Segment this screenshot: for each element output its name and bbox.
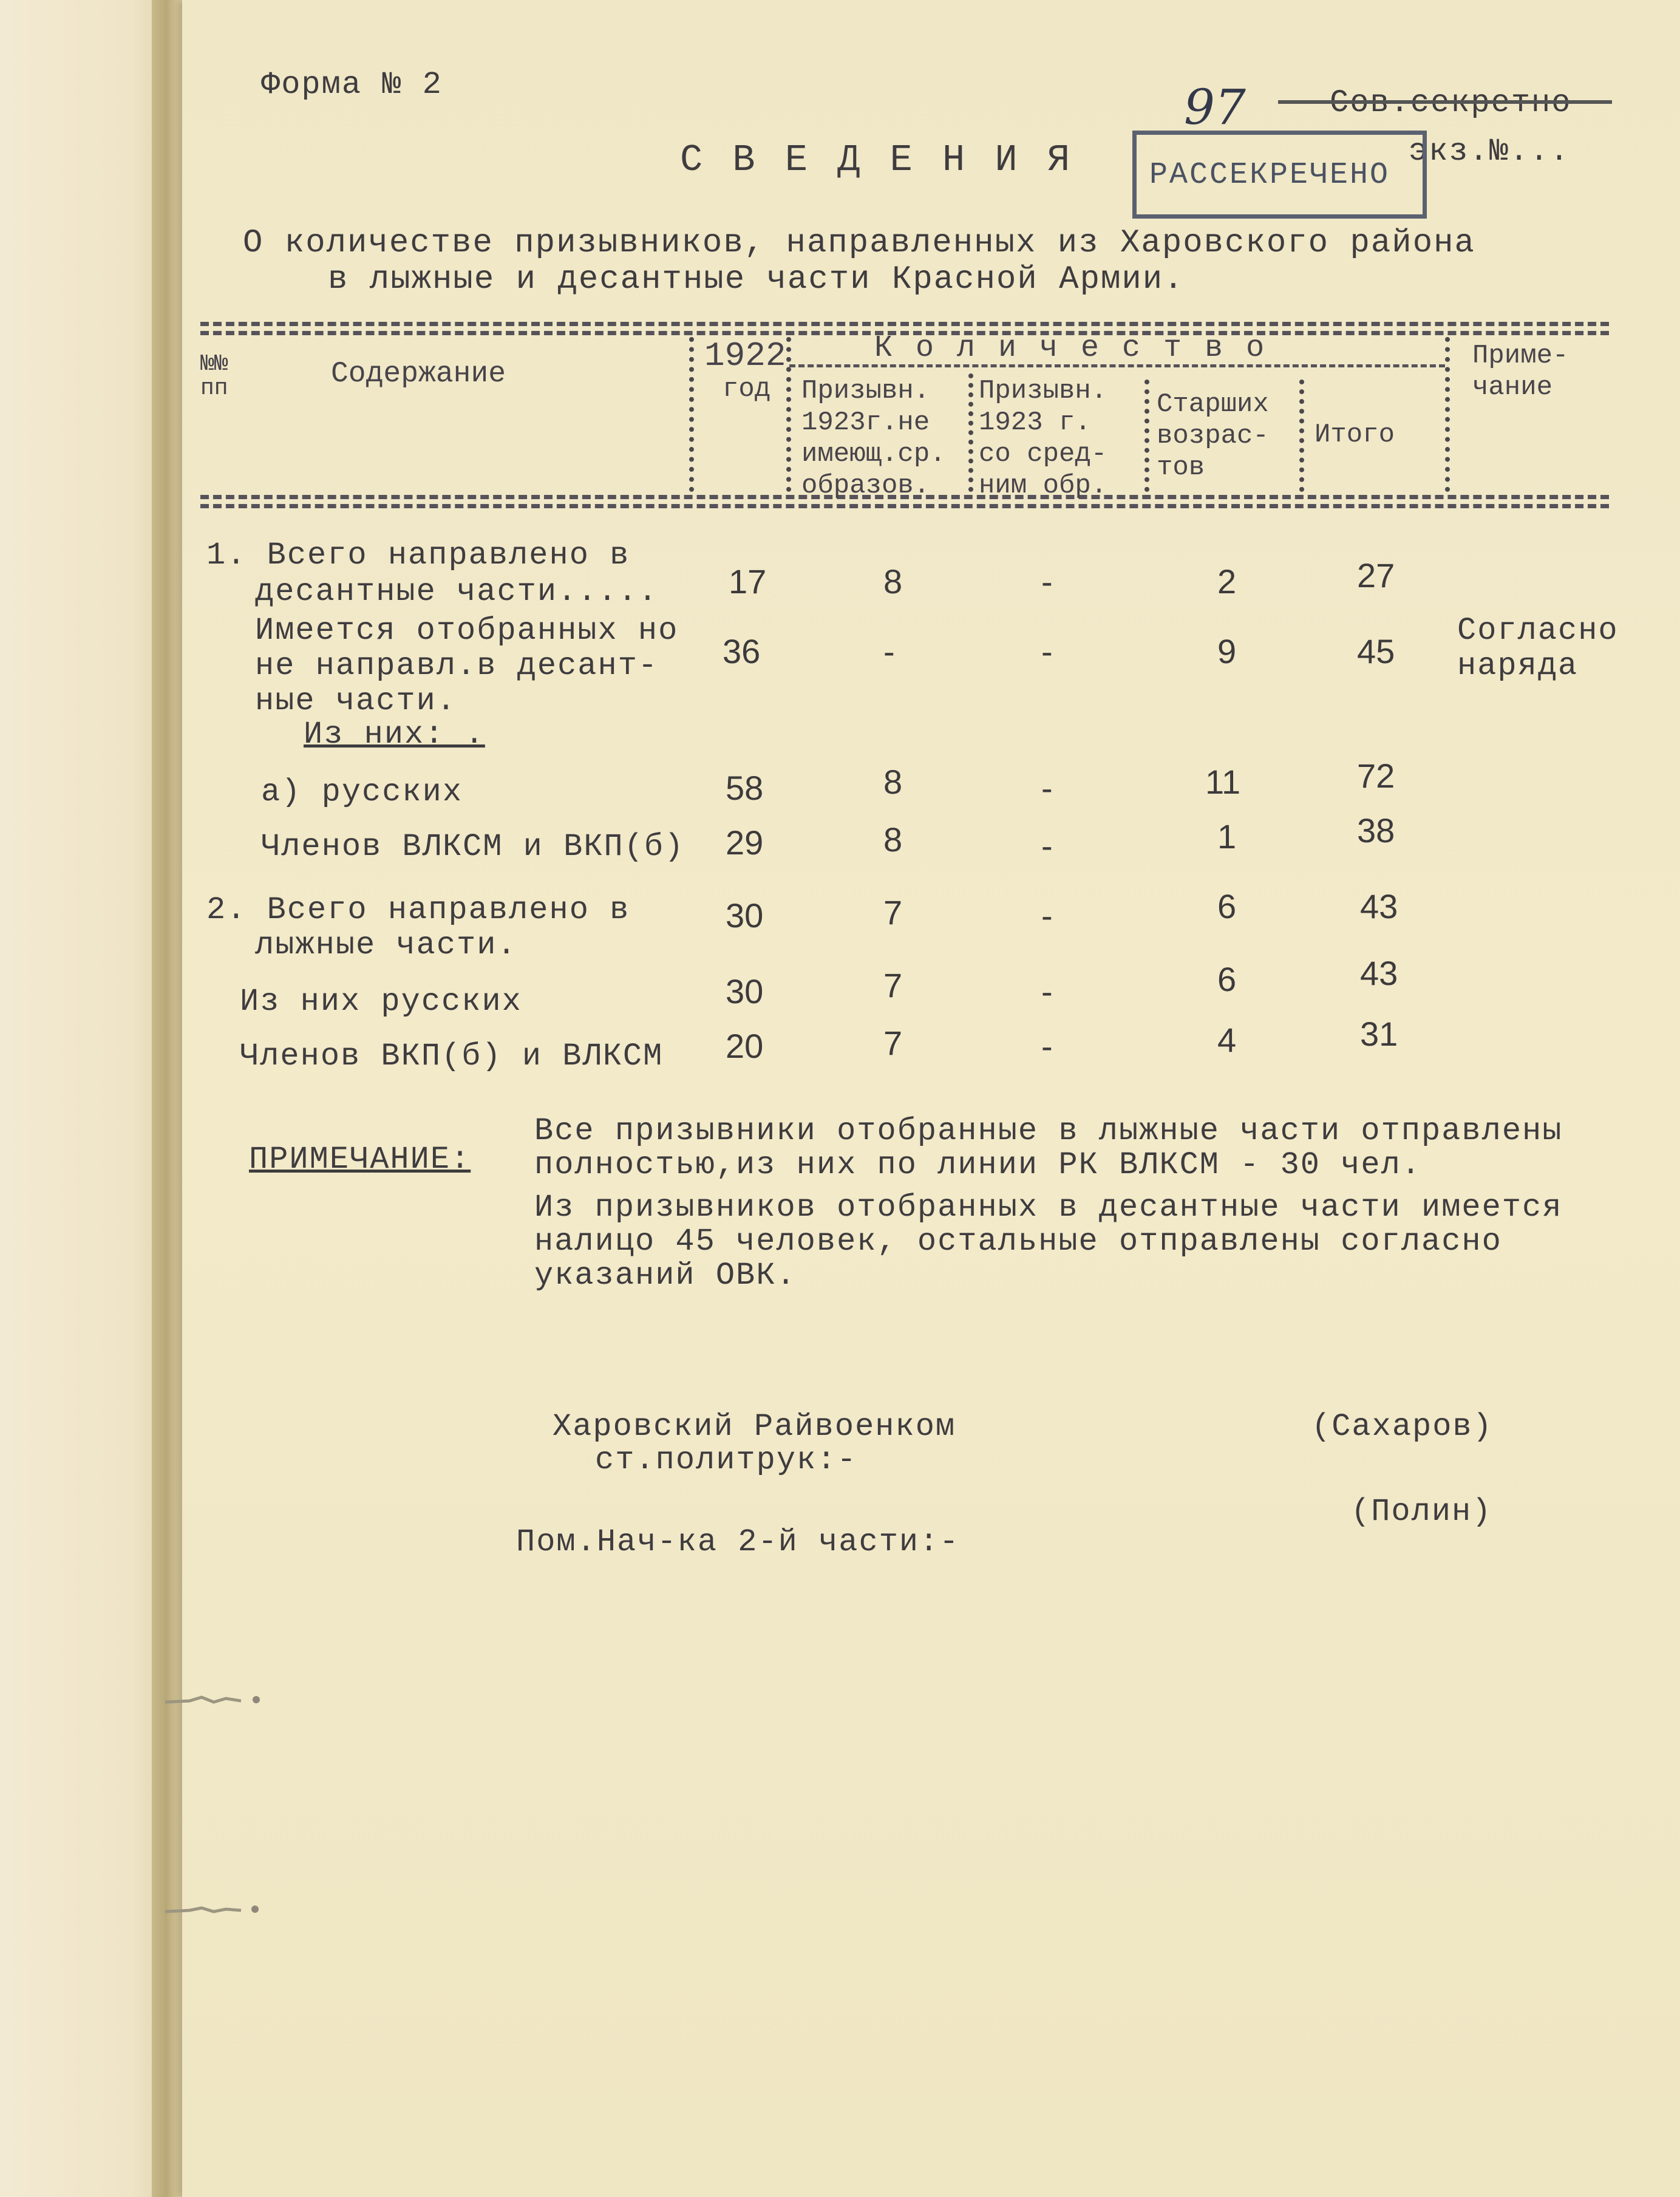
cell-total: 31 [1360, 1015, 1398, 1053]
row-label: Членов ВЛКСМ и ВКП(б) [261, 829, 685, 865]
column-divider [1144, 380, 1149, 492]
cell-older: 4 [1217, 1021, 1237, 1059]
cell-older: 6 [1217, 960, 1237, 998]
cell-no-edu: 8 [883, 562, 903, 601]
subtitle-line-2: в лыжные и десантные части Красной Армии. [328, 261, 1185, 298]
row-label: а) русских [261, 774, 463, 810]
document-sheet [182, 0, 1680, 2197]
cell-older: 11 [1205, 763, 1241, 801]
row-label: 1. Всего направлено в десантные части..... [206, 537, 659, 610]
signature-title: Харовский Райвоенком [553, 1409, 956, 1445]
cell-with-edu: - [1041, 1027, 1053, 1065]
subtitle-line-1: О количестве призывников, направленных из Харовского района [243, 225, 1475, 262]
cell-with-edu: - [1041, 826, 1053, 865]
signature-deputy: Пом.Нач-ка 2-й части:- [516, 1524, 960, 1560]
document-title: С В Е Д Е Н И Я [680, 138, 1074, 182]
column-divider [689, 337, 694, 492]
form-number: Форма № 2 [261, 67, 443, 103]
secrecy-mark: Сов.секретно [1330, 85, 1572, 121]
table-top-rule [200, 322, 1609, 326]
cell-older: 1 [1217, 817, 1237, 856]
secrecy-strike [1278, 100, 1612, 104]
header-content: Содержание [331, 358, 506, 390]
column-divider [968, 373, 973, 492]
row-label: Из них: . [304, 717, 485, 752]
cell-with-edu: - [1041, 632, 1053, 670]
column-divider [786, 337, 791, 492]
cell-total: 43 [1360, 954, 1398, 992]
cell-total: 43 [1360, 887, 1398, 925]
header-total: Итого [1314, 420, 1395, 450]
signature-name-2: (Полин) [1351, 1494, 1492, 1530]
cell-with-edu: - [1041, 562, 1053, 601]
cell-1922: 17 [729, 562, 767, 601]
header-older: Старших возрас- тов [1157, 389, 1269, 483]
header-1923-with-edu: Призывн. 1923 г. со сред- ним обр. [979, 376, 1107, 501]
cell-no-edu: 8 [883, 820, 903, 859]
row-label: 2. Всего направлено в лыжные части. [206, 892, 630, 963]
cell-1922: 20 [726, 1027, 764, 1065]
cell-1922: 29 [726, 823, 764, 862]
signature-name-1: (Сахаров) [1311, 1409, 1493, 1445]
cell-with-edu: - [1041, 972, 1053, 1010]
header-note: Приме- чание [1472, 341, 1569, 403]
cell-total: 38 [1357, 811, 1395, 850]
row-label: Имеется отобранных но не направл.в десант- ные части. [255, 613, 679, 719]
cell-no-edu: - [883, 632, 895, 670]
cell-no-edu: 7 [883, 966, 903, 1004]
cell-with-edu: - [1041, 896, 1053, 935]
cell-note: Согласно наряда [1457, 613, 1619, 684]
header-quantity-group: К о л и ч е с т в о [874, 331, 1267, 366]
signature-rank: ст.политрук:- [595, 1442, 857, 1478]
cell-1922: 36 [723, 632, 761, 670]
binding-thread-top [165, 1691, 262, 1709]
table-header-bottom-rule-2 [200, 504, 1609, 508]
cell-no-edu: 7 [883, 1024, 903, 1062]
cell-total: 45 [1357, 632, 1395, 670]
cell-older: 2 [1217, 562, 1237, 601]
cell-total: 27 [1357, 556, 1395, 594]
cell-no-edu: 8 [883, 763, 903, 801]
header-1923-no-edu: Призывн. 1923г.не имеющ.ср. образов. [801, 376, 946, 501]
copy-number: экз.№... [1409, 134, 1570, 169]
column-divider [1445, 337, 1450, 492]
cell-1922: 30 [726, 896, 764, 935]
header-number-col: №№ пп [200, 351, 228, 401]
binding-thread-bottom [165, 1901, 262, 1919]
row-label: Членов ВКП(б) и ВЛКСМ [240, 1038, 664, 1074]
cell-with-edu: - [1041, 769, 1053, 807]
column-divider [1299, 380, 1304, 492]
header-1922: 1922 [704, 336, 786, 375]
page-number: 97 [1184, 79, 1246, 135]
cell-1922: 58 [726, 769, 764, 807]
cell-no-edu: 7 [883, 893, 903, 932]
note-text: Все призывники отобранные в лыжные части отправлены полностью,из них по линии РК ВЛКСМ - 30 чел. Из призывников отобранных в десантные части имеется налицо 45 человек, остальные отправлены согласно указаний ОВК. [534, 1113, 1563, 1293]
note-label: ПРИМЕЧАНИЕ: [249, 1142, 471, 1177]
cell-1922: 30 [726, 972, 764, 1010]
cell-total: 72 [1357, 757, 1395, 795]
declassified-stamp-text: РАССЕКРЕЧЕНО [1149, 158, 1390, 192]
cell-older: 6 [1217, 887, 1237, 925]
header-1922-year: год [723, 374, 771, 404]
row-label: Из них русских [240, 984, 522, 1020]
cell-older: 9 [1217, 632, 1237, 670]
